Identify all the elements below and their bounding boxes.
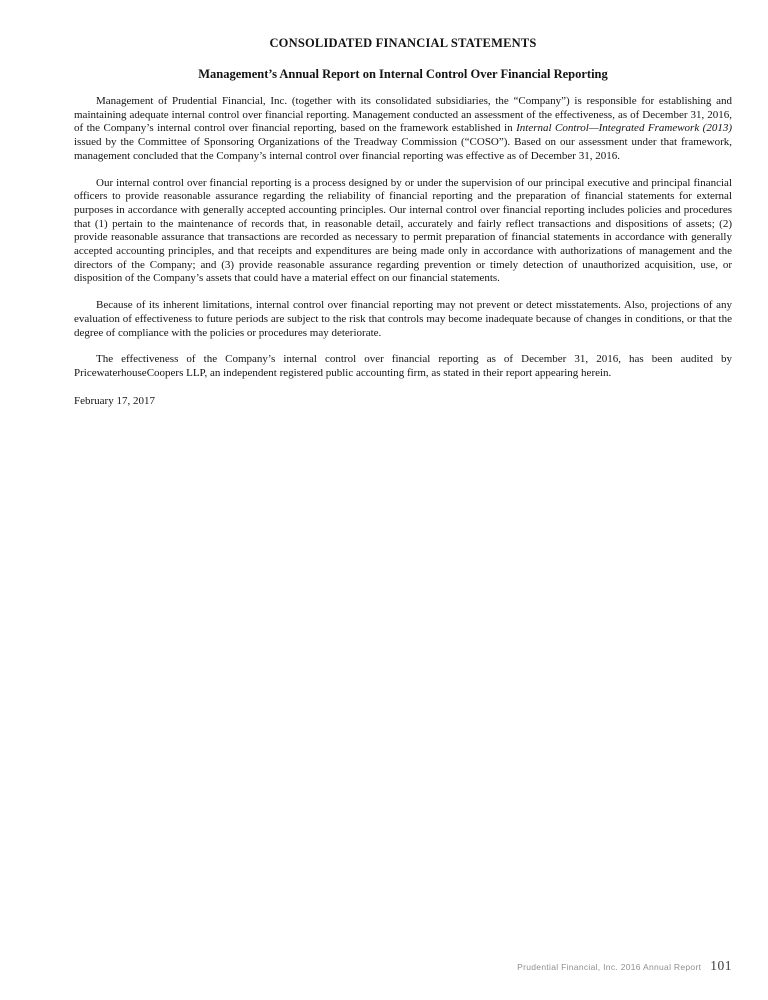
- footer-report-name: Prudential Financial, Inc. 2016 Annual Report: [517, 962, 702, 972]
- paragraph-internal-control-process: Our internal control over financial reporting is a process designed by or under the supervision of our principal executive and principal financial officers to provide reasonable assurance regarding the reliability of financial reporting and the preparation of financial statements for external purposes in accordance with generally accepted accounting principles. Our internal control over financial reporting includes policies and procedures that (1) pertain to the maintenance of records that, in reasonable detail, accurately and fairly reflect transactions and dispositions of assets; (2) provide reasonable assurance that transactions are recorded as necessary to permit preparation of financial statements in accordance with generally accepted accounting principles, and that receipts and expenditures are being made only in accordance with authorizations of management and the directors of the Company; and (3) provide reasonable assurance regarding prevention or timely detection of unauthorized acquisition, use, or disposition of the Company’s assets that could have a material effect on our financial statements.: [74, 176, 732, 285]
- section-title: CONSOLIDATED FINANCIAL STATEMENTS: [269, 36, 537, 50]
- footer-page-number: 101: [710, 958, 732, 973]
- framework-citation-italic: Internal Control—Integrated Framework (2013): [516, 122, 733, 135]
- page-title: Management’s Annual Report on Internal Control Over Financial Reporting: [198, 67, 608, 81]
- page-content: [0, 0, 768, 408]
- paragraph-management-responsibility: [74, 95, 732, 164]
- paragraph-inherent-limitations: Because of its inherent limitations, internal control over financial reporting may not prevent or detect misstatements. Also, projections of any evaluation of effectiveness to future periods are subject to the risk that controls may become inadequate because of changes in conditions, or that the degree of compliance with the policies or procedures may deteriorate.: [74, 299, 732, 339]
- page-footer: [517, 958, 732, 974]
- report-date: February 17, 2017: [74, 394, 155, 407]
- paragraph-1-text: Management of Prudential Financial, Inc. (together with its consolidated subsidiaries, the “Company”) is responsible for establishing and maintaining adequate internal control over financial reporting. Management conducted an assessment of the effectiveness, as of December 31, 2016, of the Company’s internal control over financial reporting, based on the framework established in: [74, 95, 732, 135]
- paragraph-auditor-statement: The effectiveness of the Company’s internal control over financial reporting as of December 31, 2016, has been audited by PricewaterhouseCoopers LLP, an independent registered public accounting firm, as stated in their report appearing herein.: [74, 353, 732, 379]
- paragraph-1-text-continued: issued by the Committee of Sponsoring Organizations of the Treadway Commission (“COSO”). Based on our assessment under that framework, management concluded that the Company’s internal control over financial reporting was effective as of December 31, 2016.: [74, 136, 732, 162]
